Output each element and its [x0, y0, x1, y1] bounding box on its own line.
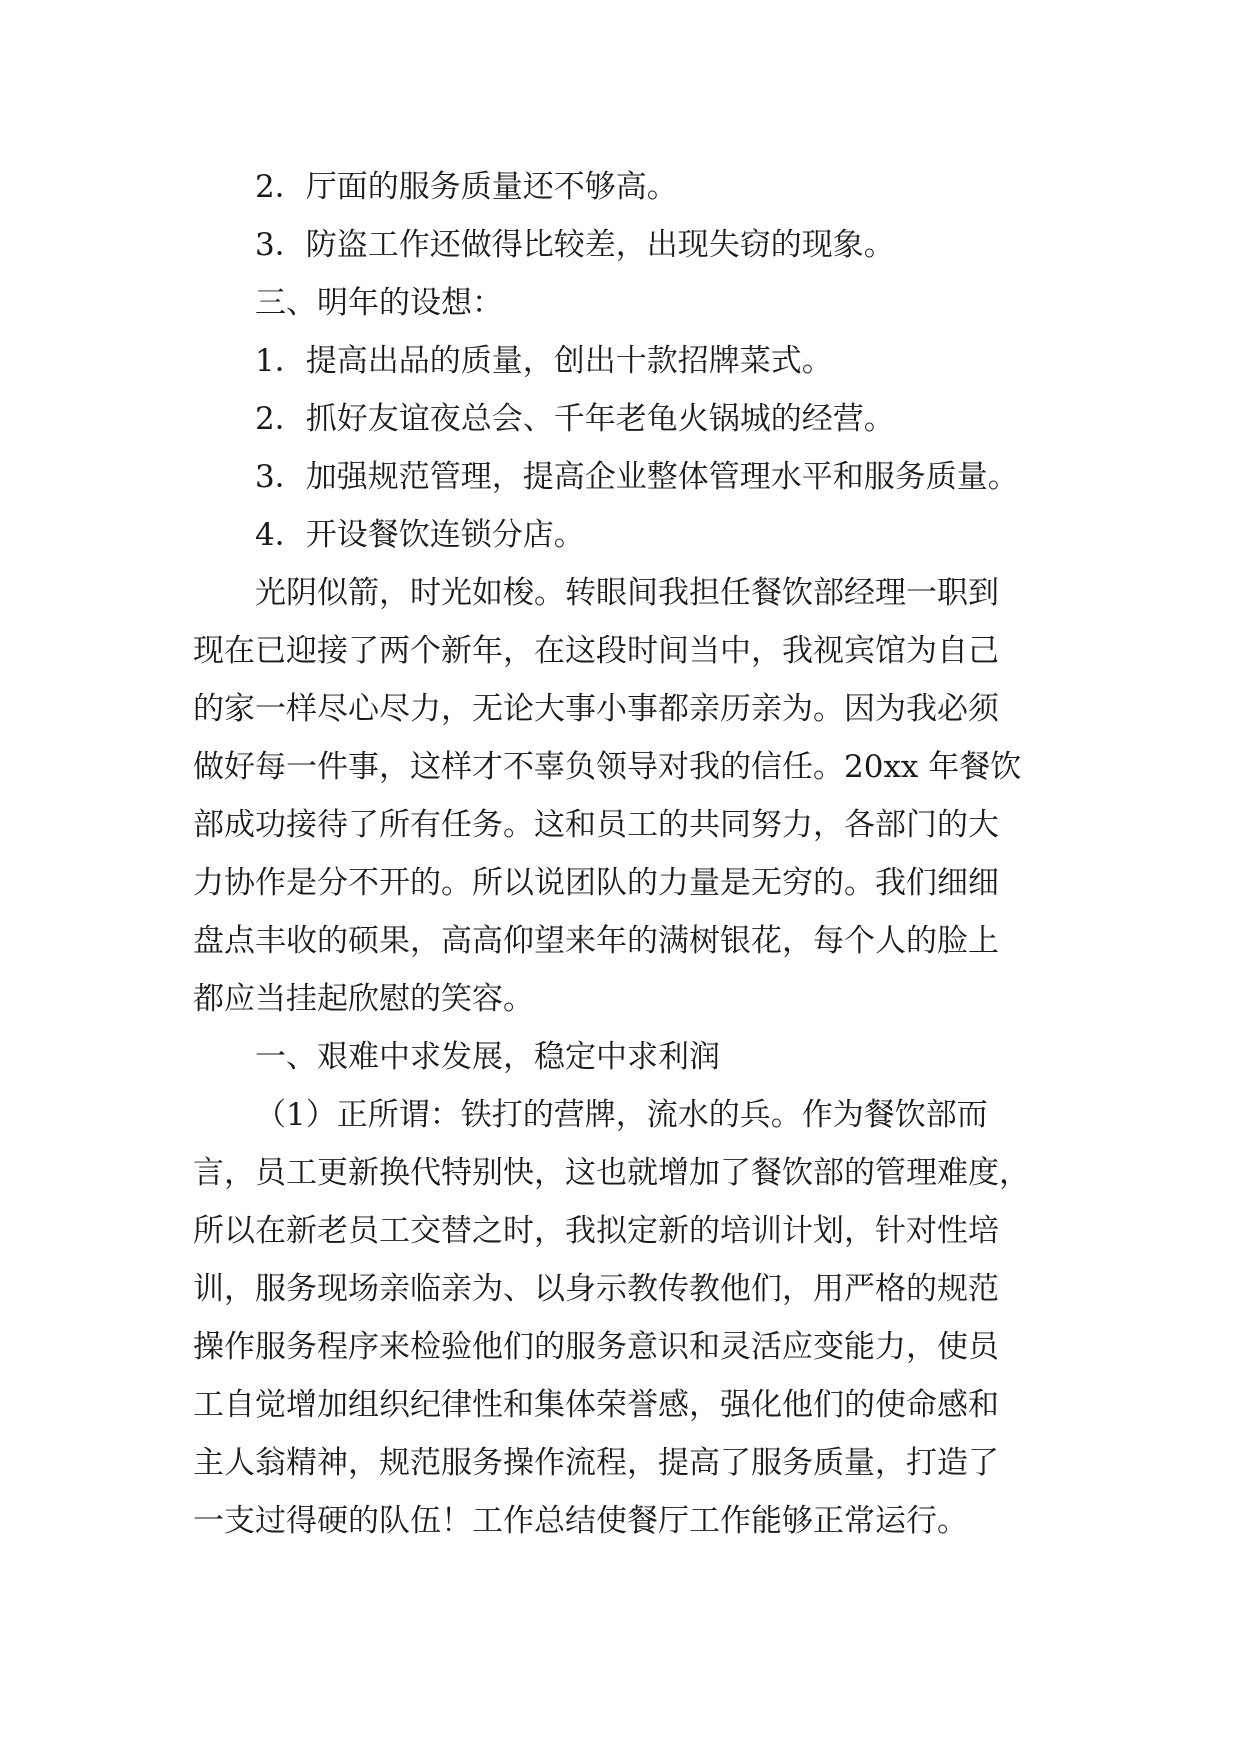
text-line: 做好每一件事，这样才不辜负领导对我的信任。20xx 年餐饮 — [193, 749, 1022, 785]
text-line: 2．厅面的服务质量还不够高。 — [255, 169, 678, 205]
text-line: 3．加强规范管理，提高企业整体管理水平和服务质量。 — [255, 459, 1019, 495]
text-line: 都应当挂起欣慰的笑容。 — [193, 981, 534, 1017]
text-line: 部成功接待了所有任务。这和员工的共同努力，各部门的大 — [193, 807, 999, 843]
text-line: 的家一样尽心尽力，无论大事小事都亲历亲为。因为我必须 — [193, 691, 999, 727]
text-line: 所以在新老员工交替之时，我拟定新的培训计划，针对性培 — [193, 1213, 999, 1249]
section-heading: 三、明年的设想： — [255, 285, 503, 321]
text-line: （1）正所谓：铁打的营牌，流水的兵。作为餐饮部而 — [255, 1097, 988, 1133]
text-line: 光阴似箭，时光如梭。转眼间我担任餐饮部经理一职到 — [255, 575, 999, 611]
text-line: 3．防盗工作还做得比较差，出现失窃的现象。 — [255, 227, 895, 263]
text-line: 一支过得硬的队伍！工作总结使餐厅工作能够正常运行。 — [193, 1503, 968, 1539]
text-line: 4．开设餐饮连锁分店。 — [255, 517, 585, 553]
text-line: 1．提高出品的质量，创出十款招牌菜式。 — [255, 343, 833, 379]
text-line: 工自觉增加组织纪律性和集体荣誉感，强化他们的使命感和 — [193, 1387, 999, 1423]
text-line: 盘点丰收的硕果，高高仰望来年的满树银花，每个人的脸上 — [193, 923, 999, 959]
text-line: 2．抓好友谊夜总会、千年老龟火锅城的经营。 — [255, 401, 895, 437]
text-line: 言，员工更新换代特别快，这也就增加了餐饮部的管理难度， — [193, 1155, 1030, 1191]
text-line: 现在已迎接了两个新年，在这段时间当中，我视宾馆为自己 — [193, 633, 999, 669]
section-heading: 一、艰难中求发展，稳定中求利润 — [255, 1039, 720, 1075]
text-line: 操作服务程序来检验他们的服务意识和灵活应变能力，使员 — [193, 1329, 999, 1365]
text-line: 主人翁精神，规范服务操作流程，提高了服务质量，打造了 — [193, 1445, 999, 1481]
text-line: 训，服务现场亲临亲为、以身示教传教他们，用严格的规范 — [193, 1271, 999, 1307]
text-line: 力协作是分不开的。所以说团队的力量是无穷的。我们细细 — [193, 865, 999, 901]
document-body — [193, 158, 1053, 1550]
